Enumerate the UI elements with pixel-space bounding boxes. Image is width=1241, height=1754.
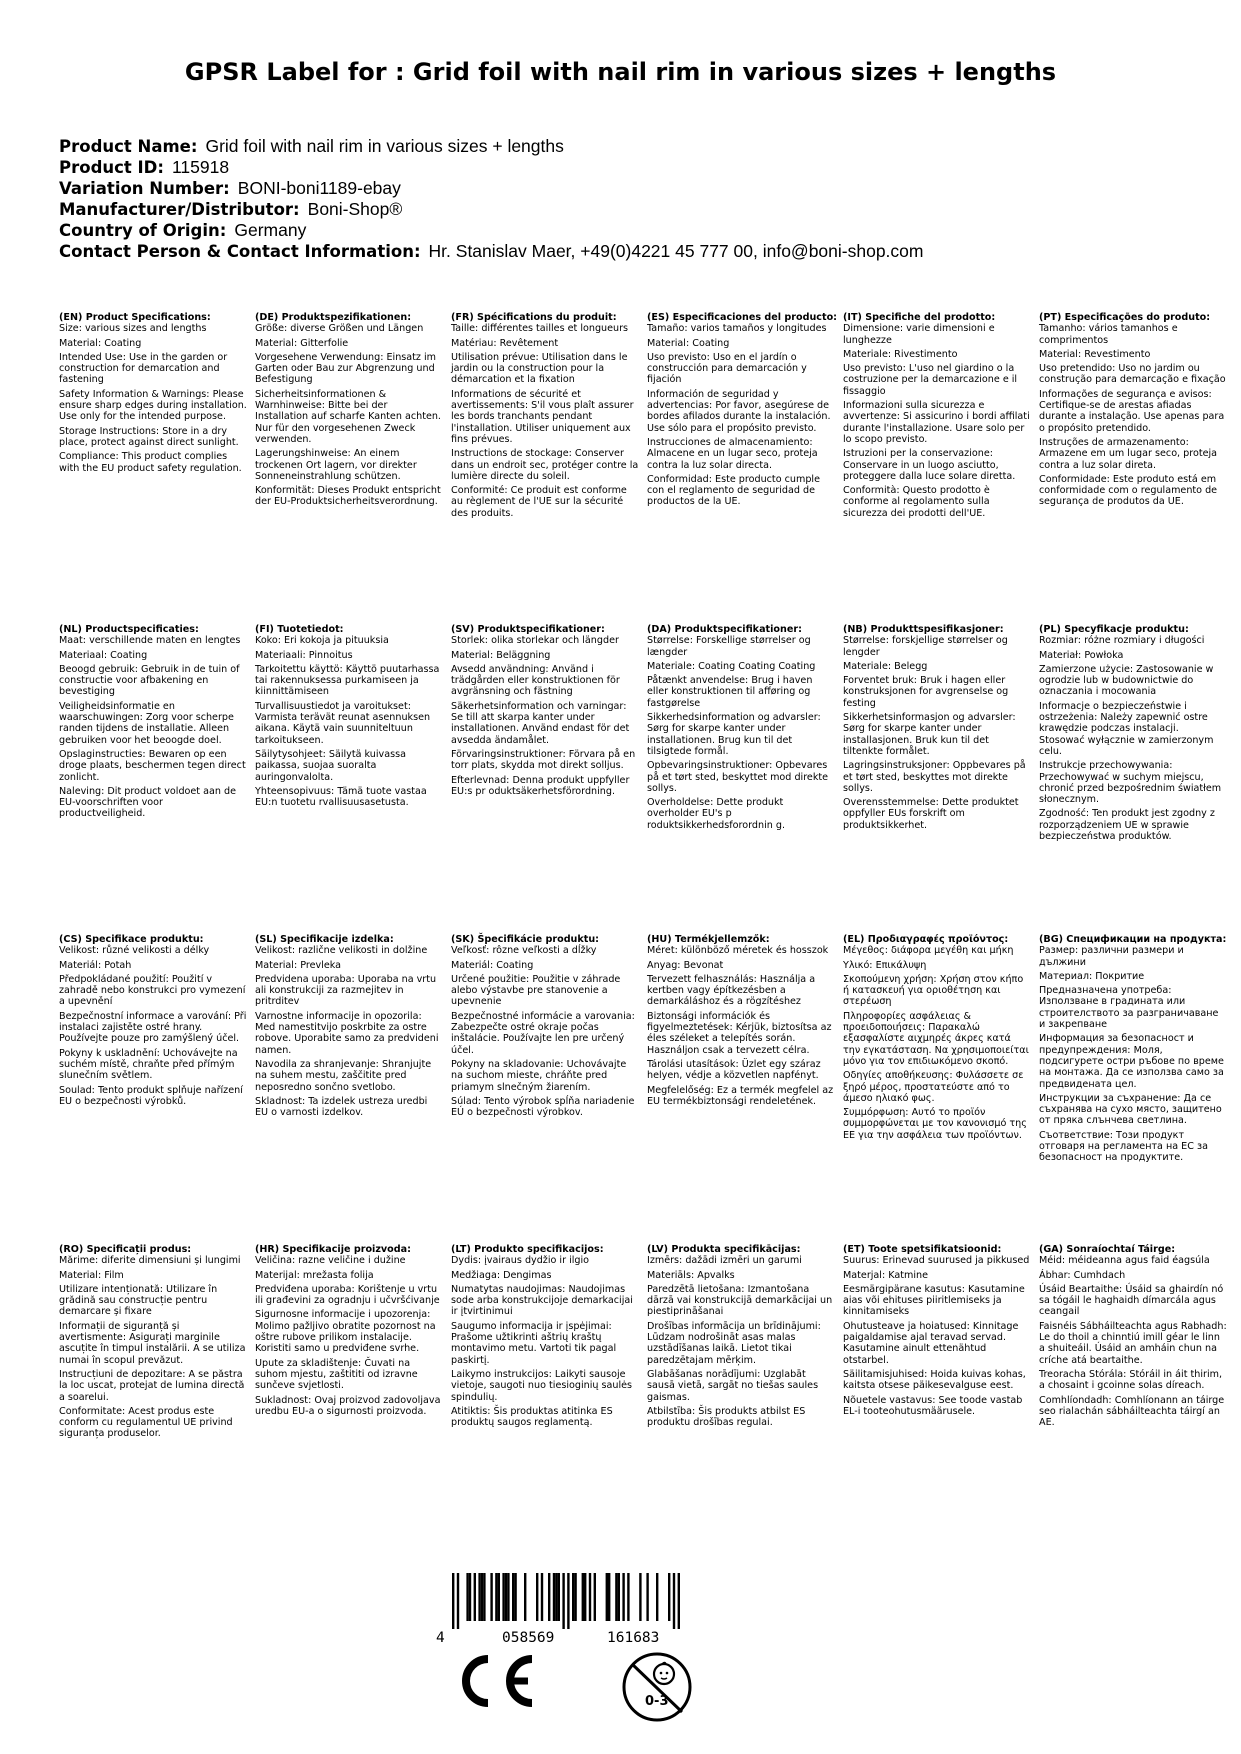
spec-block-title: (CS) Specifikace produktu:	[59, 934, 204, 945]
info-row-variation-number	[59, 178, 923, 199]
spec-line: Nõuetele vastavus: See toode vastab EL-i tooteohutusmäärusele.	[843, 1394, 1023, 1417]
spec-line: Compliance: This product complies with the EU product safety regulation.	[59, 451, 242, 474]
barcode-bar	[627, 1573, 629, 1621]
spec-block	[59, 934, 255, 1244]
spec-line: Yhteensopivuus: Tämä tuote vastaa EU:n tuotetu rvallisuusasetusta.	[255, 785, 427, 809]
spec-line: Tervezett felhasználás: Használja a kertben vagy építkezésben a demarkáláshoz és a rögzítéshez	[647, 973, 816, 1008]
spec-line: Méret: különböző méretek és hosszok	[647, 945, 829, 957]
spec-line: Predvidena uporaba: Uporaba na vrtu ali konstrukciji za razmejitev in pritrditev	[255, 973, 437, 1008]
spec-line: Medžiaga: Dengimas	[451, 1269, 552, 1281]
spec-block	[451, 934, 647, 1244]
barcode-bar	[594, 1573, 596, 1621]
info-value: Germany	[234, 220, 307, 240]
barcode-bar	[567, 1573, 569, 1629]
barcode-bar	[498, 1573, 500, 1621]
not-for-children-0-3-icon	[620, 1650, 694, 1728]
spec-block	[843, 312, 1039, 624]
spec-line: Materiál: Coating	[451, 959, 534, 971]
barcode-bar	[618, 1573, 620, 1621]
spec-block	[1039, 312, 1235, 624]
spec-line: Materiale: Belegg	[843, 660, 928, 672]
spec-line: Úsáid Beartaithe: Úsáid sa ghairdín nó sa tógáil le haghaidh dímarcála agus ceangail	[1039, 1283, 1224, 1318]
spec-block	[451, 624, 647, 934]
spec-line: Předpokládané použití: Použití v zahradě nebo konstrukci pro vymezení a upevnění	[59, 973, 246, 1008]
spec-line: Material: Coating	[59, 337, 142, 349]
spec-line: Konformität: Dieses Produkt entspricht der EU-Produktsicherheitsverordnung.	[255, 485, 441, 508]
spec-block	[59, 312, 255, 624]
info-value: Hr. Stanislav Maer, +49(0)4221 45 777 00, info@boni-shop.com	[428, 241, 924, 261]
spec-line: Μέγεθος: διάφορα μεγέθη και μήκη	[843, 945, 1014, 957]
spec-line: Påtænkt anvendelse: Brug i haven eller konstruktionen til afføring og fastgørelse	[647, 675, 813, 709]
spec-line: Информация за безопасност и предупреждения: Моля, подсигурете остри ръбове по време на монтажа. Да се използва само за предвидената цел.	[1039, 1033, 1224, 1090]
spec-block-title: (EL) Προδιαγραφές προϊόντος:	[843, 934, 1009, 945]
spec-line: Informações de segurança e avisos: Certifique-se de arestas afiadas durante a instalação. Use apenas para o propósito pretendido.	[1039, 388, 1225, 434]
spec-line: Υλικό: Επικάλυψη	[843, 959, 927, 971]
spec-line: Overensstemmelse: Dette produktet oppfyller EUs forskrift om produktsikkerhet.	[843, 797, 1019, 831]
spec-line: Σκοπούμενη χρήση: Χρήση στον κήπο ή κατασκευή για οριοθέτηση και στερέωση	[843, 973, 1024, 1008]
spec-line: Overholdelse: Dette produkt overholder EU's p roduktsikkerhedsforordnin g.	[647, 797, 786, 831]
spec-line: Zamierzone użycie: Zastosowanie w ogrodzie lub w budownictwie do oznaczania i mocowania	[1039, 663, 1214, 698]
spec-line: Предназначена употреба: Използване в градината или строителството за разграничаване и закрепване	[1039, 985, 1219, 1031]
spec-line: Material: Film	[59, 1269, 124, 1281]
barcode-bar	[524, 1573, 526, 1621]
spec-line: Velikost: různé velikosti a délky	[59, 945, 210, 957]
spec-block-title: (LV) Produkta specifikācijas:	[647, 1244, 801, 1255]
info-row-product-id	[59, 157, 923, 178]
spec-line: Veiligheidsinformatie en waarschuwingen: Zorg voor scherpe randen tijdens de installatie. Alleen gebruiken voor het beoogde doel.	[59, 700, 234, 746]
spec-line: Lagringsinstruksjoner: Oppbevares på et tørt sted, beskyttes mot direkte sollys.	[843, 760, 1026, 794]
spec-line: Uso previsto: L'uso nel giardino o la costruzione per la demarcazione e il fissaggio	[843, 363, 1018, 397]
spec-line: Material: Gitterfolie	[255, 337, 349, 349]
spec-line: Varnostne informacije in opozorila: Med namestitvijo poskrbite za ostre robove. Uporabite samo za predvideni namen.	[255, 1010, 439, 1056]
spec-line: Material: Revestimento	[1039, 348, 1151, 360]
spec-line: Určené použitie: Použitie v záhrade alebo výstavbe pre stanovenie a upevnenie	[451, 973, 621, 1008]
ce-mark-icon	[450, 1653, 536, 1713]
barcode-bar	[536, 1573, 538, 1621]
barcode-bar	[483, 1573, 485, 1621]
spec-line: Οδηγίες αποθήκευσης: Φυλάσσετε σε ξηρό μέρος, προστατεύστε από το άμεσο ηλιακό φως.	[843, 1070, 1024, 1104]
spec-line: Predviđena uporaba: Korištenje u vrtu ili građevini za ogradnju i učvršćivanje	[255, 1283, 440, 1307]
spec-line: Drošības informācija un brīdinājumi: Lūdzam nodrošināt asas malas uzstādīšanas laikā. Lietot tikai paredzētajam mērķim.	[647, 1320, 821, 1366]
barcode-bar	[673, 1573, 675, 1629]
spec-line: Tárolási utasítások: Üzlet egy száraz helyen, védje a közvetlen napfényt.	[647, 1058, 821, 1082]
spec-block	[647, 934, 843, 1244]
spec-block	[255, 1244, 451, 1544]
spec-line: Material: Prevleka	[255, 959, 342, 971]
spec-line: Størrelse: forskjellige størrelser og lengder	[843, 635, 1008, 658]
spec-line: Conformidad: Este producto cumple con el reglamento de seguridad de productos de la UE.	[647, 473, 820, 508]
spec-line: Conformidade: Este produto está em conformidade com o regulamento de segurança de produtos da UE.	[1039, 473, 1218, 508]
spec-line: Suurus: Erinevad suurused ja pikkused	[843, 1255, 1030, 1267]
spec-line: Размер: различни размери и дължини	[1039, 945, 1184, 968]
spec-line: Mărime: diferite dimensiuni și lungimi	[59, 1255, 241, 1267]
spec-line: Información de seguridad y advertencias: Por favor, asegúrese de bordes afilados durante la instalación. Use sólo para el propósito previsto.	[647, 388, 831, 434]
barcode-bars	[430, 1573, 710, 1629]
spec-line: Treoracha Stórála: Stóráil in áit thirim, a chosaint i gcoinne solas díreach.	[1039, 1368, 1223, 1392]
language-spec-grid	[59, 312, 1235, 1544]
spec-block	[451, 1244, 647, 1544]
age-range-label: 0-3	[645, 1694, 669, 1709]
spec-line: Förvaringsinstruktioner: Förvara på en torr plats, skydda mot direkt solljus.	[451, 748, 636, 772]
info-row-manufacturer	[59, 199, 923, 220]
spec-line: Säilytysohjeet: Säilytä kuivassa paikassa, suojaa suoralta auringonvalolta.	[255, 748, 406, 783]
barcode-bar	[474, 1573, 476, 1621]
spec-line: Инструкции за съхранение: Да се съхранява на сухо място, защитено от пряка слънчева светлина.	[1039, 1092, 1222, 1127]
spec-line: Informacje o bezpieczeństwie i ostrzeżenia: Należy zapewnić ostre krawędzie podczas instalacji. Stosować wyłącznie w zamierzonym celu.	[1039, 700, 1214, 757]
spec-line: Bezpečnostní informace a varování: Při instalaci zajistěte ostré hrany. Používejte pouze pro zamýšlený účel.	[59, 1010, 247, 1045]
spec-line: Συμμόρφωση: Αυτό το προϊόν συμμορφώνεται με τον κανονισμό της ΕΕ για την ασφάλεια των προϊόντων.	[843, 1107, 1027, 1141]
spec-line: Lagerungshinweise: An einem trockenen Ort lagern, vor direkter Sonneneinstrahlung schützen.	[255, 448, 417, 482]
spec-line: Méid: méideanna agus faid éagsúla	[1039, 1255, 1210, 1267]
spec-line: Sigurnosne informacije i upozorenja: Molimo pažljivo obratite pozornost na oštre rubove prilikom instalacije. Koristiti samo u predviđene svrhe.	[255, 1309, 436, 1355]
spec-line: Safety Information & Warnings: Please ensure sharp edges during installation. Use only for the intended purpose.	[59, 388, 247, 423]
spec-block	[1039, 1244, 1235, 1544]
spec-line: Veľkosť: rôzne veľkosti a dĺžky	[451, 945, 597, 957]
spec-line: Informații de siguranță și avertismente: Asigurați marginile ascuțite în timpul instalării. A se utiliza numai în scopul prevăzut.	[59, 1320, 246, 1366]
spec-line: Navodila za shranjevanje: Shranjujte na suhem mestu, zaščitite pred neposredno sončno svetlobo.	[255, 1058, 432, 1093]
spec-line: Materiale: Coating Coating Coating	[647, 660, 816, 672]
spec-line: Conformitate: Acest produs este conform cu regulamentul UE privind siguranța produselor.	[59, 1405, 233, 1440]
spec-line: Materiaal: Coating	[59, 649, 148, 661]
barcode-bar	[452, 1573, 454, 1629]
spec-line: Biztonsági információk és figyelmeztetések: Kérjük, biztosítsa az éles széleket a telepítés során. Használjon csak a tervezett célra.	[647, 1010, 832, 1056]
spec-block-title: (HU) Termékjellemzők:	[647, 934, 770, 945]
spec-line: Atitiktis: Šis produktas atitinka ES produktų saugos reglamentą.	[451, 1405, 613, 1429]
spec-line: Conformità: Questo prodotto è conforme al regolamento sulla sicurezza dei prodotti dell'UE.	[843, 485, 990, 519]
spec-line: Efterlevnad: Denna produkt uppfyller EU:s pr oduktsäkerhetsförordning.	[451, 774, 630, 797]
spec-line: Materijal: mrežasta folija	[255, 1269, 374, 1281]
spec-line: Skladnost: Ta izdelek ustreza uredbi EU o varnosti izdelkov.	[255, 1095, 428, 1119]
spec-line: Säkerhetsinformation och varningar: Se till att skarpa kanter under installationen. Använd endast för det avsedda ändamålet.	[451, 700, 630, 746]
spec-line: Materiaali: Pinnoitus	[255, 649, 353, 661]
spec-line: Uso previsto: Uso en el jardín o construcción para demarcación y fijación	[647, 351, 807, 386]
spec-line: Koko: Eri kokoja ja pituuksia	[255, 635, 389, 647]
barcode-bar	[589, 1573, 591, 1621]
spec-block	[843, 1244, 1039, 1544]
info-row-contact	[59, 241, 923, 262]
barcode-bar	[639, 1573, 641, 1621]
barcode-bar	[668, 1573, 670, 1621]
spec-line: Turvallisuustiedot ja varoitukset: Varmista terävät reunat asennuksen aikana. Käytä vain suunniteltuun tarkoitukseen.	[255, 700, 431, 746]
barcode-bar	[574, 1573, 576, 1621]
info-row-product-name	[59, 136, 923, 157]
barcode-bar	[622, 1573, 624, 1621]
spec-block-title: (HR) Specifikacije proizvoda:	[255, 1244, 411, 1255]
info-value: 115918	[171, 157, 230, 177]
spec-line: Velikost: različne velikosti in dolžine	[255, 945, 428, 957]
spec-line: Anyag: Bevonat	[647, 959, 724, 971]
spec-line: Izmērs: dažādi izmēri un garumi	[647, 1255, 802, 1267]
spec-block-title: (EN) Product Specifications:	[59, 312, 211, 323]
spec-block-title: (DA) Produktspecifikationer:	[647, 624, 802, 635]
info-key: Variation Number:	[59, 179, 230, 198]
info-key: Product ID:	[59, 158, 164, 177]
spec-line: Vorgesehene Verwendung: Einsatz im Garten oder Bau zur Abgrenzung und Befestigung	[255, 351, 437, 386]
spec-block-title: (SV) Produktspecifikationer:	[451, 624, 605, 635]
spec-line: Materiál: Potah	[59, 959, 132, 971]
info-row-country	[59, 220, 923, 241]
spec-block-title: (LT) Produkto specifikacijos:	[451, 1244, 604, 1255]
spec-line: Størrelse: Forskellige størrelser og længder	[647, 635, 811, 658]
spec-line: Storage Instructions: Store in a dry place, protect against direct sunlight.	[59, 425, 239, 448]
barcode-bar	[478, 1573, 480, 1621]
info-key: Country of Origin:	[59, 221, 227, 240]
spec-line: Conformité: Ce produit est conforme au règlement de l'UE sur la sécurité des produits.	[451, 485, 627, 519]
info-key: Product Name:	[59, 137, 198, 156]
spec-line: Größe: diverse Größen und Längen	[255, 323, 424, 335]
barcode-bar	[608, 1573, 610, 1621]
spec-block	[647, 624, 843, 934]
barcode-right-digits: 161683	[607, 1630, 660, 1646]
spec-line: Forventet bruk: Bruk i hagen eller konstruksjonen for avgrenselse og festing	[843, 675, 1009, 709]
info-value: BONI-boni1189-ebay	[237, 178, 401, 198]
barcode-bar	[548, 1573, 550, 1621]
barcode-bar	[615, 1573, 617, 1621]
info-value: Boni-Shop®	[307, 199, 403, 219]
spec-block-title: (DE) Produktspezifikationen:	[255, 312, 412, 323]
info-value: Grid foil with nail rim in various sizes + lengths	[205, 136, 564, 156]
spec-line: Glabāšanas norādījumi: Uzglabāt sausā vietā, sargāt no tiešas saules gaismas.	[647, 1368, 819, 1403]
spec-line: Instrucciones de almacenamiento: Almacene en un lugar seco, proteja contra la luz solar directa.	[647, 436, 818, 471]
spec-line: Veličina: razne veličine i dužine	[255, 1255, 406, 1267]
barcode-bar	[507, 1573, 509, 1621]
spec-line: Utilizare intenționată: Utilizare în grădină sau construcție pentru demarcare și fixare	[59, 1283, 218, 1318]
spec-block-title: (GA) Sonraíochtaí Táirge:	[1039, 1244, 1176, 1255]
spec-line: Säilitamisjuhised: Hoida kuivas kohas, kaitsta otsese päikesevalguse eest.	[843, 1368, 1026, 1392]
spec-line: Numatytas naudojimas: Naudojimas sode arba konstrukcijoje demarkacijai ir įtvirtinimui	[451, 1283, 633, 1318]
spec-line: Comhlíondadh: Comhlíonann an táirge seo rialachán sábháilteachta táirgí an AE.	[1039, 1394, 1225, 1429]
spec-line: Matériau: Revêtement	[451, 337, 559, 349]
info-key: Contact Person & Contact Information:	[59, 242, 421, 261]
barcode-bar	[678, 1573, 680, 1629]
spec-line: Zgodność: Ten produkt jest zgodny z rozporządzeniem UE w sprawie bezpieczeństwa produktów.	[1039, 808, 1215, 843]
spec-block-title: (SL) Specifikacije izdelka:	[255, 934, 394, 945]
spec-line: Sicherheitsinformationen & Warnhinweise: Bitte bei der Installation auf scharfe Kanten achten. Nur für den vorgesehenen Zweck verwenden.	[255, 388, 441, 445]
spec-line: Material: Coating	[647, 337, 730, 349]
spec-line: Rozmiar: różne rozmiary i długości	[1039, 635, 1205, 647]
info-key: Manufacturer/Distributor:	[59, 200, 300, 219]
spec-block	[647, 312, 843, 624]
spec-line: Sikkerhetsinformasjon og advarsler: Sørg for skarpe kanter under installasjonen. Bruk kun til det tiltenkte formålet.	[843, 712, 1016, 757]
product-info	[59, 136, 923, 262]
barcode-bar	[558, 1573, 560, 1621]
ean-barcode	[430, 1573, 710, 1646]
spec-line: Ohutusteave ja hoiatused: Kinnitage paigaldamise ajal teravad servad. Kasutamine ainult ettenähtud otstarbel.	[843, 1320, 1019, 1366]
spec-line: Soulad: Tento produkt splňuje nařízení EU o bezpečnosti výrobků.	[59, 1084, 243, 1107]
barcode-bar	[502, 1573, 504, 1621]
spec-line: Материал: Покритие	[1039, 970, 1145, 982]
spec-block	[843, 624, 1039, 934]
spec-line: Size: various sizes and lengths	[59, 323, 207, 335]
spec-block-title: (RO) Specificații produs:	[59, 1244, 192, 1255]
spec-line: Sikkerhedsinformation og advarsler: Sørg for skarpe kanter under installationen. Brug kun til det tilsigtede formål.	[647, 712, 821, 757]
spec-block-title: (BG) Спецификации на продукта:	[1039, 934, 1227, 945]
spec-line: Sukladnost: Ovaj proizvod zadovoljava uredbu EU-a o sigurnosti proizvoda.	[255, 1394, 441, 1417]
barcode-bar	[656, 1573, 658, 1621]
spec-line: Opslaginstructies: Bewaren op een droge plaats, beschermen tegen direct zonlicht.	[59, 748, 246, 783]
spec-block-title: (FR) Spécifications du produit:	[451, 312, 617, 323]
spec-line: Upute za skladištenje: Čuvati na suhom mjestu, zaštititi od izravne sunčeve svjetlosti.	[255, 1357, 418, 1392]
barcode-bar	[555, 1573, 557, 1621]
spec-line: Tamanho: vários tamanhos e comprimentos	[1039, 323, 1178, 346]
spec-line: Instrucțiuni de depozitare: A se păstra la loc uscat, protejat de lumina directă a soarelui.	[59, 1368, 245, 1403]
spec-block-title: (SK) Špecifikácie produktu:	[451, 934, 600, 945]
spec-line: Instructions de stockage: Conserver dans un endroit sec, protéger contre la lumière directe du soleil.	[451, 448, 639, 482]
barcode-bar	[562, 1573, 564, 1629]
spec-block-title: (IT) Specifiche del prodotto:	[843, 312, 996, 323]
barcode-bar	[646, 1573, 648, 1621]
spec-line: Laikymo instrukcijos: Laikyti sausoje vietoje, saugoti nuo tiesioginių saulės spindulių.	[451, 1368, 633, 1403]
barcode-bar	[495, 1573, 497, 1621]
spec-line: Uso pretendido: Uso no jardim ou construção para demarcação e fixação	[1039, 363, 1226, 386]
spec-line: Instruções de armazenamento: Armazene em um lugar seco, proteja contra a luz solar direta.	[1039, 436, 1218, 471]
barcode-bar	[505, 1573, 507, 1621]
barcode-bar	[466, 1573, 468, 1621]
barcode-bar	[457, 1573, 459, 1629]
spec-line: Faisnéis Sábháilteachta agus Rabhadh: Le do thoil a chinntiú imill géar le linn a shuiteáil. Úsáid an amháin chun na críche atá beartaithe.	[1039, 1320, 1227, 1366]
spec-block	[255, 934, 451, 1244]
spec-block	[647, 1244, 843, 1544]
spec-line: Saugumo informacija ir įspėjimai: Prašome užtikrinti aštrių kraštų montavimo metu. Vartoti tik pagal paskirtį.	[451, 1320, 617, 1366]
spec-line: Informazioni sulla sicurezza e avvertenze: Si assicurino i bordi affilati durante l'installazione. Usare solo per lo scopo previsto.	[843, 400, 1030, 445]
barcode-bar	[582, 1573, 584, 1621]
spec-line: Tamaño: varios tamaños y longitudes	[647, 323, 827, 335]
spec-line: Dydis: įvairaus dydžio ir ilgio	[451, 1255, 590, 1267]
barcode-bar	[469, 1573, 471, 1621]
spec-line: Atbilstība: Šis produkts atbilst ES produktu drošības regulai.	[647, 1405, 806, 1429]
spec-block	[59, 1244, 255, 1544]
spec-line: Istruzioni per la conservazione: Conservare in un luogo asciutto, proteggere dalla luce solare diretta.	[843, 448, 1016, 482]
spec-block-title: (PT) Especificações do produto:	[1039, 312, 1211, 323]
spec-line: Instrukcje przechowywania: Przechowywać w suchym miejscu, chronić przed bezpośrednim światłem słonecznym.	[1039, 760, 1222, 806]
spec-block	[1039, 934, 1235, 1244]
spec-line: Naleving: Dit product voldoet aan de EU-voorschriften voor productveiligheid.	[59, 785, 236, 820]
spec-line: Opbevaringsinstruktioner: Opbevares på et tørt sted, beskyttet mod direkte sollys.	[647, 760, 829, 794]
spec-line: Bezpečnostné informácie a varovania: Zabezpečte ostré okraje počas inštalácie. Používajte len pre určený účel.	[451, 1010, 635, 1056]
barcode-left-digits: 058569	[502, 1630, 555, 1646]
spec-line: Materiał: Powłoka	[1039, 649, 1124, 661]
spec-line: Megfelelőség: Ez a termék megfelel az EU termékbiztonsági rendeletének.	[647, 1084, 834, 1107]
barcode-bar	[606, 1573, 608, 1621]
spec-block-title: (ES) Especificaciones del producto:	[647, 312, 838, 323]
spec-block-title: (PL) Specyfikacje produktu:	[1039, 624, 1189, 635]
barcode-bar	[572, 1573, 574, 1621]
spec-line: Съответствие: Този продукт отговаря на регламента на ЕС за безопасност на продуктите.	[1039, 1129, 1208, 1164]
spec-line: Dimensione: varie dimensioni e lunghezze	[843, 323, 995, 346]
spec-line: Πληροφορίες ασφάλειας & προειδοποιήσεις: Παρακαλώ εξασφαλίστε αιχμηρές άκρες κατά την εγκατάσταση. Να χρησιμοποιείται μόνο για τον επιδιωκόμενο σκοπό.	[843, 1010, 1029, 1067]
spec-block	[843, 934, 1039, 1244]
spec-block	[451, 312, 647, 624]
spec-line: Material: Beläggning	[451, 649, 551, 661]
spec-line: Utilisation prévue: Utilisation dans le jardin ou la construction pour la démarcation et la fixation	[451, 351, 628, 386]
spec-line: Materjal: Katmine	[843, 1269, 929, 1281]
spec-line: Beoogd gebruik: Gebruik in de tuin of constructie voor afbakening en bevestiging	[59, 663, 240, 698]
barcode-bar	[481, 1573, 483, 1621]
spec-block	[255, 312, 451, 624]
spec-line: Eesmärgipärane kasutus: Kasutamine aias või ehituses piiritlemiseks ja kinnitamiseks	[843, 1283, 1025, 1318]
barcode-bar	[553, 1573, 555, 1621]
barcode-bar	[541, 1573, 543, 1621]
spec-block-title: (ET) Toote spetsifikatsioonid:	[843, 1244, 1002, 1255]
barcode-bar	[512, 1573, 514, 1621]
spec-block-title: (FI) Tuotetiedot:	[255, 624, 344, 635]
spec-line: Avsedd användning: Använd i trädgården eller konstruktionen för avgränsning och fästning	[451, 663, 620, 698]
spec-line: Súlad: Tento výrobok spĺňa nariadenie EÚ o bezpečnosti výrobkov.	[451, 1095, 635, 1119]
spec-block	[255, 624, 451, 934]
spec-line: Ábhar: Cumhdach	[1039, 1269, 1126, 1281]
spec-line: Pokyny na skladovanie: Uchovávajte na suchom mieste, chráňte pred priamym slnečným žiarením.	[451, 1058, 627, 1093]
barcode-first-digit: 4	[436, 1630, 445, 1646]
spec-line: Storlek: olika storlekar och längder	[451, 635, 619, 647]
barcode-bar	[490, 1573, 492, 1621]
spec-line: Taille: différentes tailles et longueurs	[451, 323, 629, 335]
spec-line: Maat: verschillende maten en lengtes	[59, 635, 241, 647]
spec-block	[1039, 624, 1235, 934]
barcode-bar	[584, 1573, 586, 1621]
spec-block-title: (NB) Produkttspesifikasjoner:	[843, 624, 1004, 635]
spec-line: Informations de sécurité et avertissements: S'il vous plaît assurer les bords tranchants pendant l'installation. Utiliser uniquement aux fins prévues.	[451, 388, 634, 445]
spec-line: Pokyny k uskladnění: Uchovávejte na suchém místě, chraňte před přímým slunečním světlem.	[59, 1047, 238, 1082]
spec-block-title: (NL) Productspecificaties:	[59, 624, 199, 635]
spec-line: Intended Use: Use in the garden or construction for demarcation and fastening	[59, 351, 228, 386]
spec-line: Materiāls: Apvalks	[647, 1269, 735, 1281]
page-title: GPSR Label for : Grid foil with nail rim in various sizes + lengths	[184, 58, 1057, 86]
spec-line: Materiale: Rivestimento	[843, 348, 958, 360]
spec-block	[59, 624, 255, 934]
barcode-bar	[514, 1573, 516, 1621]
spec-line: Tarkoitettu käyttö: Käyttö puutarhassa tai rakennuksessa purkamiseen ja kiinnittämiseen	[255, 663, 440, 698]
spec-line: Paredzētā lietošana: Izmantošana dārzā vai konstrukcijā demarkācijai un piestiprināšanai	[647, 1283, 833, 1318]
